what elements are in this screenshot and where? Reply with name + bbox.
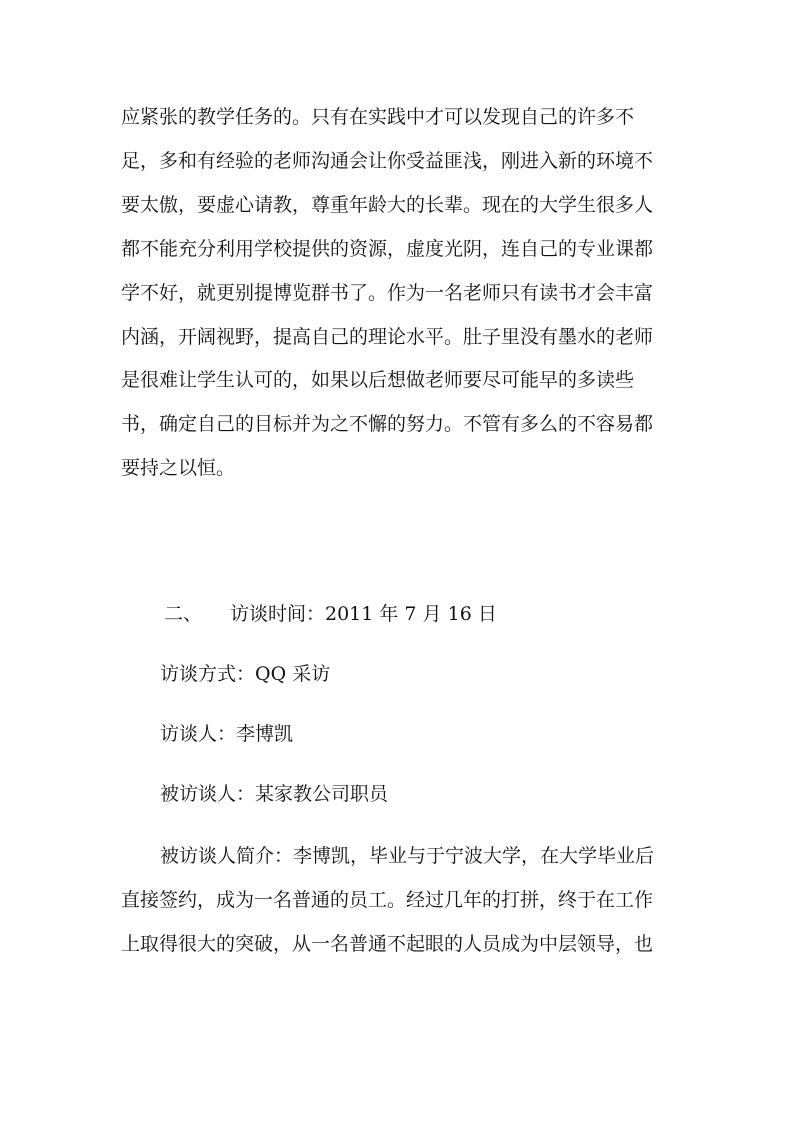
paragraph-line: 应紧张的教学任务的。只有在实践中才可以发现自己的许多不: [121, 106, 635, 128]
paragraph-line: 是很难让学生认可的，如果以后想做老师要尽可能早的多读些: [121, 369, 635, 391]
interviewer: 访谈人：李博凯: [160, 723, 294, 745]
paragraph-line: 足，多和有经验的老师沟通会让你受益匪浅，刚进入新的环境不: [121, 150, 654, 172]
interview-method: 访谈方式：QQ 采访: [160, 663, 331, 685]
paragraph-line: 要持之以恒。: [121, 457, 236, 479]
paragraph-line: 要太傲，要虚心请教，尊重年龄大的长辈。现在的大学生很多人: [121, 194, 654, 216]
paragraph-line: 学不好，就更别提博览群书了。作为一名老师只有读书才会丰富: [121, 282, 654, 304]
intro-line: 直接签约，成为一名普通的员工。经过几年的打拼，终于在工作: [121, 889, 654, 911]
interviewee: 被访谈人：某家教公司职员: [160, 783, 389, 805]
paragraph-line: 内涵，开阔视野，提高自己的理论水平。肚子里没有墨水的老师: [121, 326, 654, 348]
paragraph-line: 书，确定自己的目标并为之不懈的努力。不管有多么的不容易都: [121, 413, 654, 435]
intro-line: 上取得很大的突破，从一名普通不起眼的人员成为中层领导，也: [121, 933, 654, 955]
section-number: 二、: [164, 603, 203, 625]
intro-line: 被访谈人简介：李博凯，毕业与于宁波大学，在大学毕业后: [160, 845, 655, 867]
interview-time: 访谈时间：2011 年 7 月 16 日: [230, 603, 497, 625]
paragraph-line: 都不能充分利用学校提供的资源，虚度光阴，连自己的专业课都: [121, 238, 654, 260]
